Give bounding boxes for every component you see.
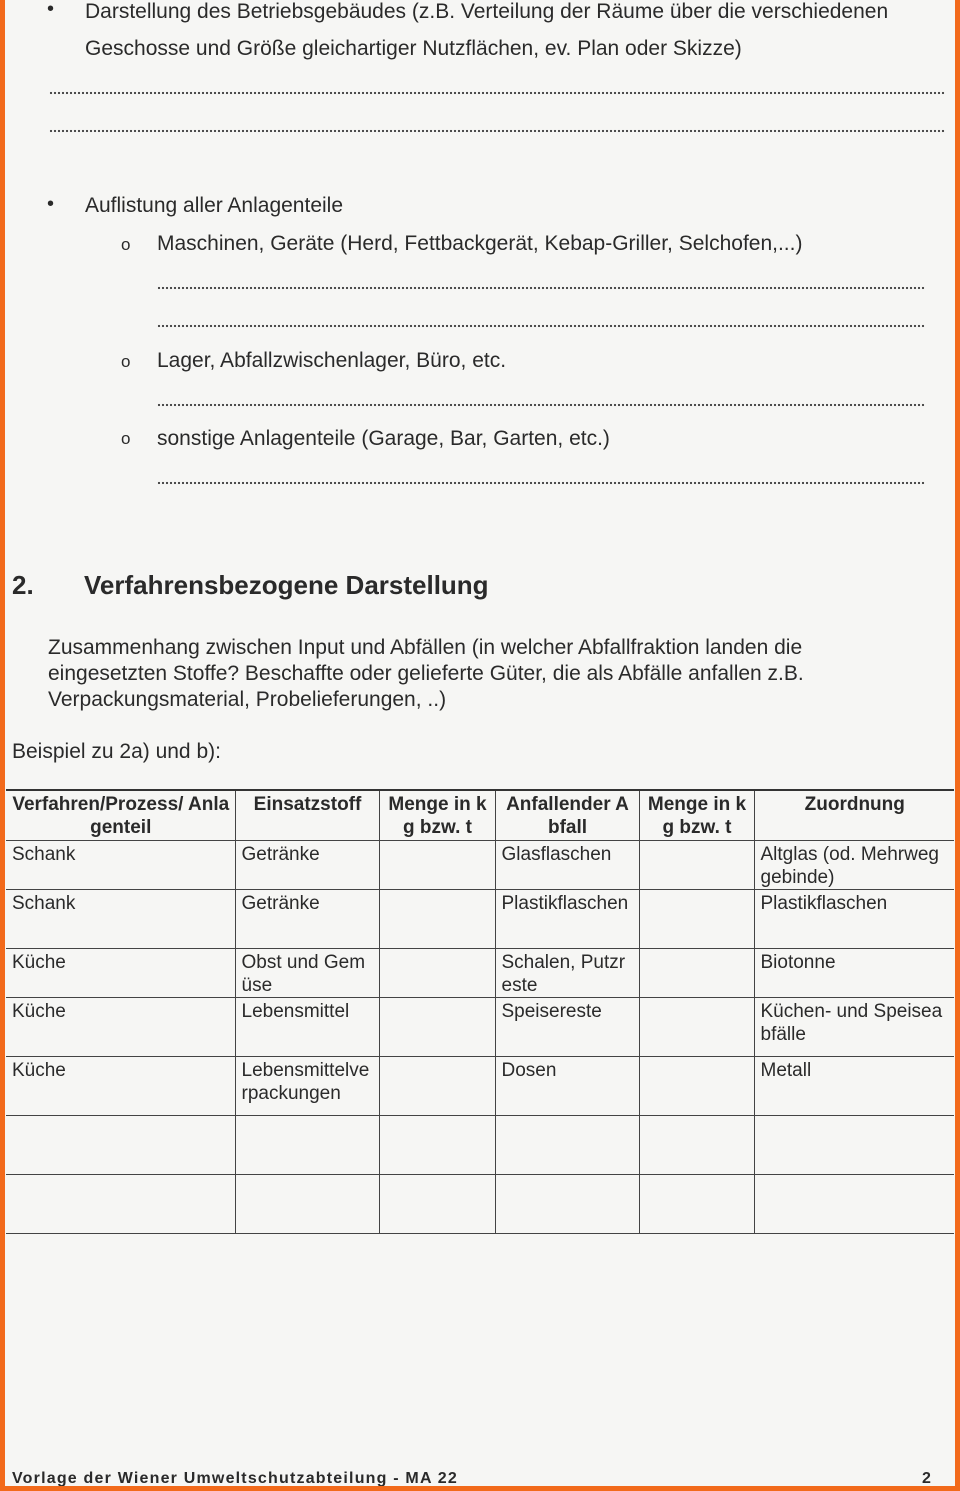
table-cell — [639, 1174, 754, 1233]
intro-line1: Zusammenhang zwischen Input und Abfällen (in welcher Abfallfraktion landen die — [48, 636, 803, 659]
table-cell — [754, 1174, 954, 1233]
table-cell — [379, 889, 495, 948]
table-cell: Getränke — [235, 889, 379, 948]
table-row — [6, 840, 954, 889]
column-header: Menge in kg bzw. t — [639, 790, 754, 840]
table-cell: Altglas (od. Mehrweggebinde) — [754, 840, 954, 889]
table-row — [6, 889, 954, 948]
machines-item: Maschinen, Geräte (Herd, Fettbackgerät, Kebap-Griller, Selchofen,...) — [157, 232, 803, 255]
column-header: Verfahren/Prozess/ Anlagenteil — [6, 790, 235, 840]
table-cell: Metall — [754, 1056, 954, 1115]
table-cell — [379, 1174, 495, 1233]
fill-in-line — [49, 91, 945, 95]
fill-in-line — [49, 129, 945, 133]
fill-in-line — [157, 324, 925, 328]
table-cell: Küche — [6, 1056, 235, 1115]
table-cell — [639, 1056, 754, 1115]
table-row — [6, 1115, 954, 1174]
table-row — [6, 1056, 954, 1115]
column-header: Menge in kg bzw. t — [379, 790, 495, 840]
other-components-item: sonstige Anlagenteile (Garage, Bar, Garten, etc.) — [157, 427, 610, 450]
table-cell: Küche — [6, 948, 235, 997]
table-cell — [235, 1115, 379, 1174]
table-cell: Schank — [6, 840, 235, 889]
table-row — [6, 948, 954, 997]
table-cell: Plastikflaschen — [754, 889, 954, 948]
fill-in-line — [157, 481, 925, 485]
sub-bullet-glyph: o — [121, 352, 131, 371]
table-cell: Glasflaschen — [495, 840, 639, 889]
section-number: 2. — [12, 570, 34, 600]
bullet-glyph: • — [47, 193, 55, 215]
table-row — [6, 1174, 954, 1233]
footer-source: Vorlage der Wiener Umweltschutzabteilung - MA 22 — [12, 1470, 458, 1486]
table-cell — [639, 840, 754, 889]
table-cell — [379, 997, 495, 1056]
table-cell: Getränke — [235, 840, 379, 889]
table-cell: Küche — [6, 997, 235, 1056]
building-description-line2: Geschosse und Größe gleichartiger Nutzflächen, ev. Plan oder Skizze) — [85, 37, 742, 60]
column-header: Anfallender Abfall — [495, 790, 639, 840]
table-cell: Schalen, Putzreste — [495, 948, 639, 997]
waste-allocation-table — [6, 789, 954, 1234]
table-cell — [6, 1115, 235, 1174]
table-row — [6, 997, 954, 1056]
table-cell: Lebensmittelverpackungen — [235, 1056, 379, 1115]
table-cell — [379, 1056, 495, 1115]
column-header: Zuordnung — [754, 790, 954, 840]
storage-item: Lager, Abfallzwischenlager, Büro, etc. — [157, 349, 507, 372]
sub-bullet-glyph: o — [121, 429, 131, 448]
table-cell: Speisereste — [495, 997, 639, 1056]
page-number: 2 — [922, 1470, 933, 1486]
fill-in-line — [157, 286, 925, 290]
table-cell: Schank — [6, 889, 235, 948]
sub-bullet-glyph: o — [121, 235, 131, 254]
table-cell — [379, 840, 495, 889]
table-cell — [379, 1115, 495, 1174]
table-cell — [639, 997, 754, 1056]
intro-line3: Verpackungsmaterial, Probelieferungen, ..) — [48, 688, 447, 711]
components-list-heading: Auflistung aller Anlagenteile — [85, 194, 344, 217]
bullet-glyph: • — [47, 0, 55, 20]
table-cell — [639, 889, 754, 948]
table-cell: Lebensmittel — [235, 997, 379, 1056]
example-label: Beispiel zu 2a) und b): — [12, 740, 221, 763]
table-cell — [379, 948, 495, 997]
table-cell — [495, 1115, 639, 1174]
section-title: Verfahrensbezogene Darstellung — [84, 570, 489, 600]
table-cell: Plastikflaschen — [495, 889, 639, 948]
table-cell — [754, 1115, 954, 1174]
table-cell: Dosen — [495, 1056, 639, 1115]
table-header-row — [6, 790, 954, 840]
table-cell: Küchen- und Speiseabfälle — [754, 997, 954, 1056]
intro-line2: eingesetzten Stoffe? Beschaffte oder gelieferte Güter, die als Abfälle anfallen z.B. — [48, 662, 804, 685]
table-cell: Obst und Gemüse — [235, 948, 379, 997]
document-page — [5, 0, 955, 1486]
table-cell: Biotonne — [754, 948, 954, 997]
table-cell — [235, 1174, 379, 1233]
building-description-line1: Darstellung des Betriebsgebäudes (z.B. Verteilung der Räume über die verschiedenen — [85, 0, 889, 23]
column-header: Einsatzstoff — [235, 790, 379, 840]
table-cell — [495, 1174, 639, 1233]
table-cell — [6, 1174, 235, 1233]
fill-in-line — [157, 403, 925, 407]
table-cell — [639, 1115, 754, 1174]
table-cell — [639, 948, 754, 997]
